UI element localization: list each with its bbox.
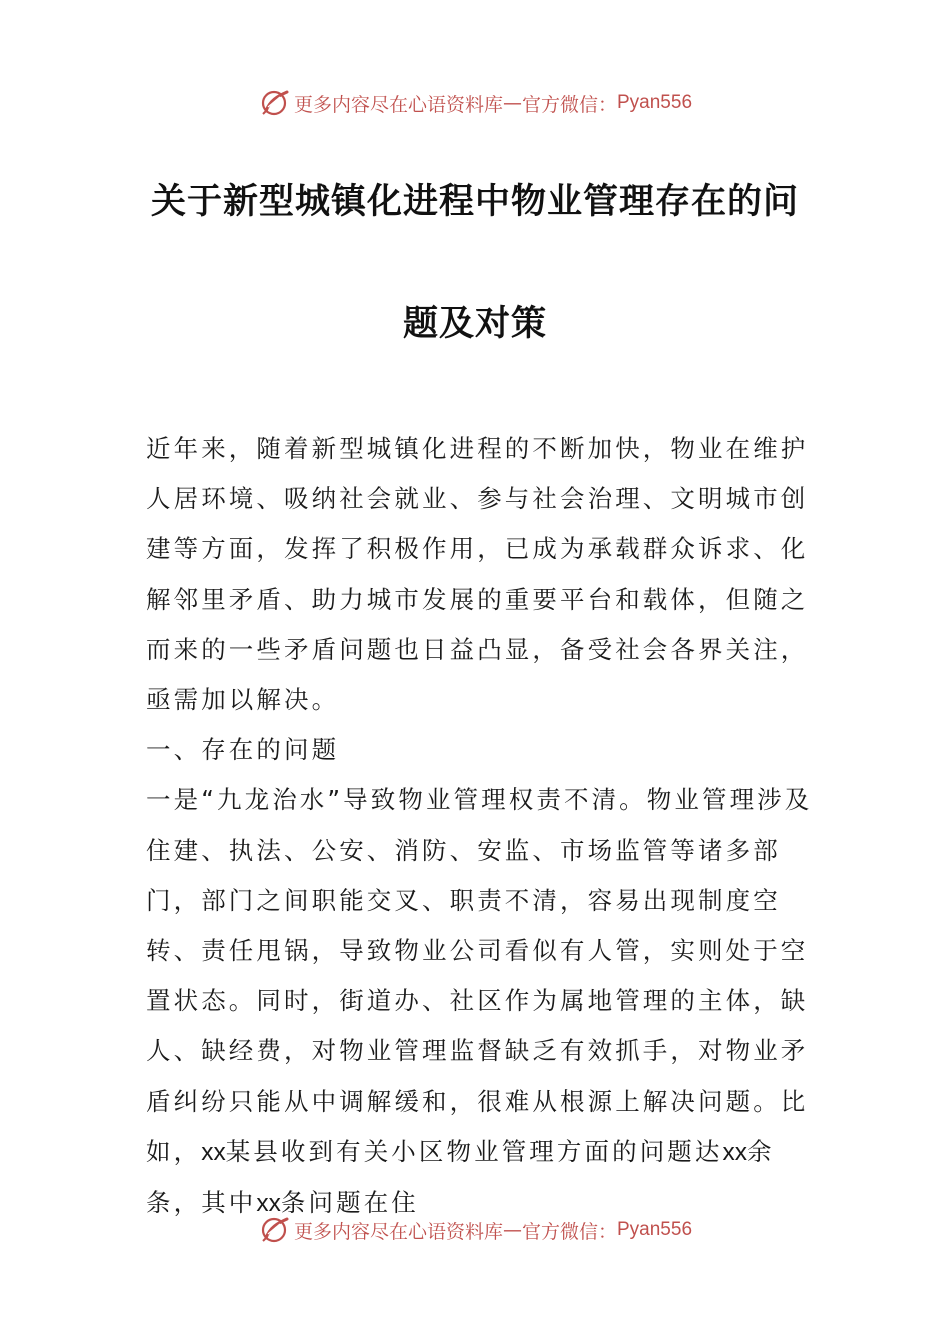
pen-swirl-icon: [258, 86, 292, 120]
watermark-dash: —: [502, 92, 522, 114]
watermark-wechat-id-bottom: Pyan556: [617, 1219, 693, 1240]
watermark-main-text: 更多内容尽在心语资料库: [293, 93, 503, 116]
watermark-banner-top: [0, 83, 950, 123]
point-one-paragraph: [146, 775, 814, 1229]
document-body: [146, 424, 814, 1229]
watermark-main-text-bottom: 更多内容尽在心语资料库: [293, 1220, 503, 1243]
watermark-dash-bottom: —: [502, 1219, 522, 1241]
point-one-text-b: 某县收到有关小区物业管理方面的问题达: [225, 1136, 723, 1166]
document-title-line-1: 关于新型城镇化进程中物业管理存在的问: [150, 181, 799, 222]
point-one-text-d: 条问题在住: [280, 1188, 419, 1218]
pen-swirl-icon: [258, 1213, 292, 1247]
placeholder-xx-2: xx: [722, 1138, 748, 1166]
placeholder-xx-3: xx: [256, 1190, 281, 1218]
watermark-wechat-id: Pyan556: [617, 92, 693, 113]
section-heading: 一、存在的问题: [146, 735, 340, 765]
placeholder-xx-1: xx: [201, 1138, 226, 1166]
point-one-text-c: 余条，其中: [146, 1136, 775, 1218]
point-one-text-a: 一是“九龙治水”导致物业管理权责不清。物业管理涉及住建、执法、公安、消防、安监、市场监管等诸多部门，部门之间职能交叉、职责不清，容易出现制度空转、责任甩锅，导致物业公司看似有人管，实则处于空置状态。同时，街道办、社区作为属地管理的主体，缺人、缺经费，对物业管理监督缺乏有效抓手，对物业矛盾纠纷只能从中调解缓和，很难从根源上解决问题。比如，: [146, 785, 813, 1166]
intro-paragraph: 近年来，随着新型城镇化进程的不断加快，物业在维护人居环境、吸纳社会就业、参与社会治理、文明城市创建等方面，发挥了积极作用，已成为承载群众诉求、化解邻里矛盾、助力城市发展的重要平台和载体，但随之而来的一些矛盾问题也日益凸显，备受社会各界关注，亟需加以解决。: [146, 434, 809, 715]
watermark-banner-bottom: [0, 1210, 950, 1250]
watermark-wechat-label-bottom: 官方微信：: [521, 1220, 617, 1243]
watermark-wechat-label: 官方微信：: [521, 93, 617, 116]
document-title-line-2: 题及对策: [402, 303, 547, 344]
